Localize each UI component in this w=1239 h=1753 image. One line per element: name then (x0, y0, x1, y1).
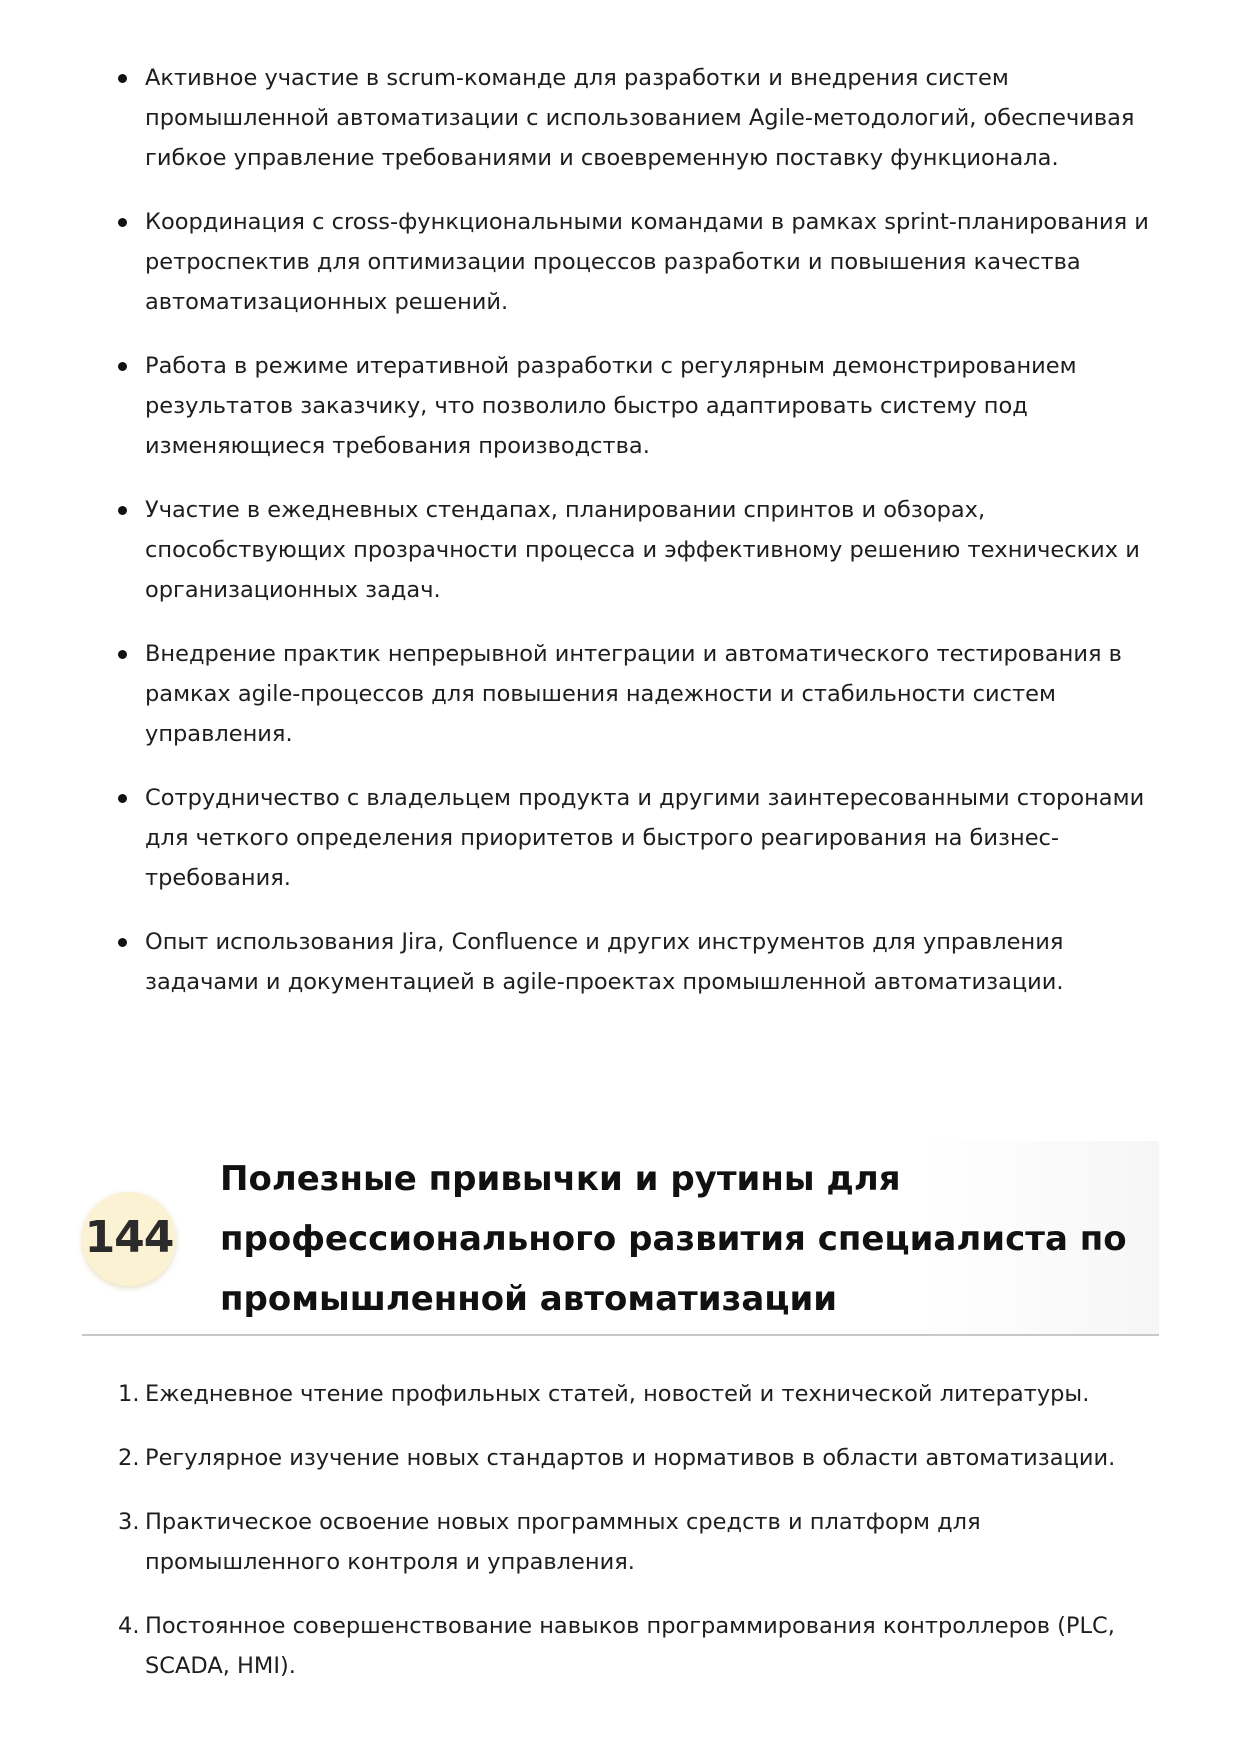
list-item (115, 1502, 1165, 1582)
section-header (82, 1141, 1159, 1336)
bullet-icon (118, 650, 127, 659)
list-item-text: Практическое освоение новых программных средств и платформ для промышленного контроля и управления. (145, 1509, 981, 1575)
list-item-text: Участие в ежедневных стендапах, планировании спринтов и обзорах, способствующих прозрачности процесса и эффективному решению технических и организационных задач. (145, 497, 1140, 603)
list-item-text: Опыт использования Jira, Confluence и других инструментов для управления задачами и документацией в agile-проектах промышленной автоматизации. (145, 929, 1064, 995)
list-item (115, 58, 1165, 178)
list-item (115, 1606, 1165, 1686)
list-item-number: 4. (118, 1613, 140, 1639)
list-item-text: Постоянное совершенствование навыков программирования контроллеров (PLC, SCADA, HMI). (145, 1613, 1115, 1679)
list-item-number: 1. (118, 1381, 140, 1407)
list-item (115, 922, 1165, 1002)
list-item-text: Внедрение практик непрерывной интеграции и автоматического тестирования в рамках agile-процессов для повышения надежности и стабильности систем управления. (145, 641, 1122, 747)
list-item-number: 3. (118, 1509, 140, 1535)
section-title: Полезные привычки и рутины для профессионального развития специалиста по промышленной автоматизации (220, 1159, 1127, 1319)
bullet-icon (118, 506, 127, 515)
section-number: 144 (84, 1212, 174, 1263)
list-item-number: 2. (118, 1445, 140, 1471)
list-item (115, 1374, 1165, 1414)
bullet-icon (118, 794, 127, 803)
list-item (115, 490, 1165, 610)
bullet-icon (118, 362, 127, 371)
list-item-text: Работа в режиме итеративной разработки с регулярным демонстрированием результатов заказчику, что позволило быстро адаптировать систему под изменяющиеся требования производства. (145, 353, 1077, 459)
bullet-list (115, 58, 1165, 1026)
bullet-icon (118, 74, 127, 83)
list-item-text: Регулярное изучение новых стандартов и нормативов в области автоматизации. (145, 1445, 1116, 1471)
list-item (115, 1438, 1165, 1478)
list-item-text: Координация с cross-функциональными командами в рамках sprint-планирования и ретроспектив для оптимизации процессов разработки и повышения качества автоматизационных решений. (145, 209, 1149, 315)
bullet-icon (118, 938, 127, 947)
bullet-icon (118, 218, 127, 227)
list-item (115, 346, 1165, 466)
list-item-text: Ежедневное чтение профильных статей, новостей и технической литературы. (145, 1381, 1090, 1407)
list-item (115, 778, 1165, 898)
list-item-text: Сотрудничество с владельцем продукта и другими заинтересованными сторонами для четкого определения приоритетов и быстрого реагирования на бизнес-требования. (145, 785, 1145, 891)
list-item (115, 634, 1165, 754)
numbered-list (115, 1374, 1165, 1710)
list-item-text: Активное участие в scrum-команде для разработки и внедрения систем промышленной автоматизации с использованием Agile-методологий, обеспечивая гибкое управление требованиями и своевременную поставку функционала. (145, 65, 1135, 171)
list-item (115, 202, 1165, 322)
